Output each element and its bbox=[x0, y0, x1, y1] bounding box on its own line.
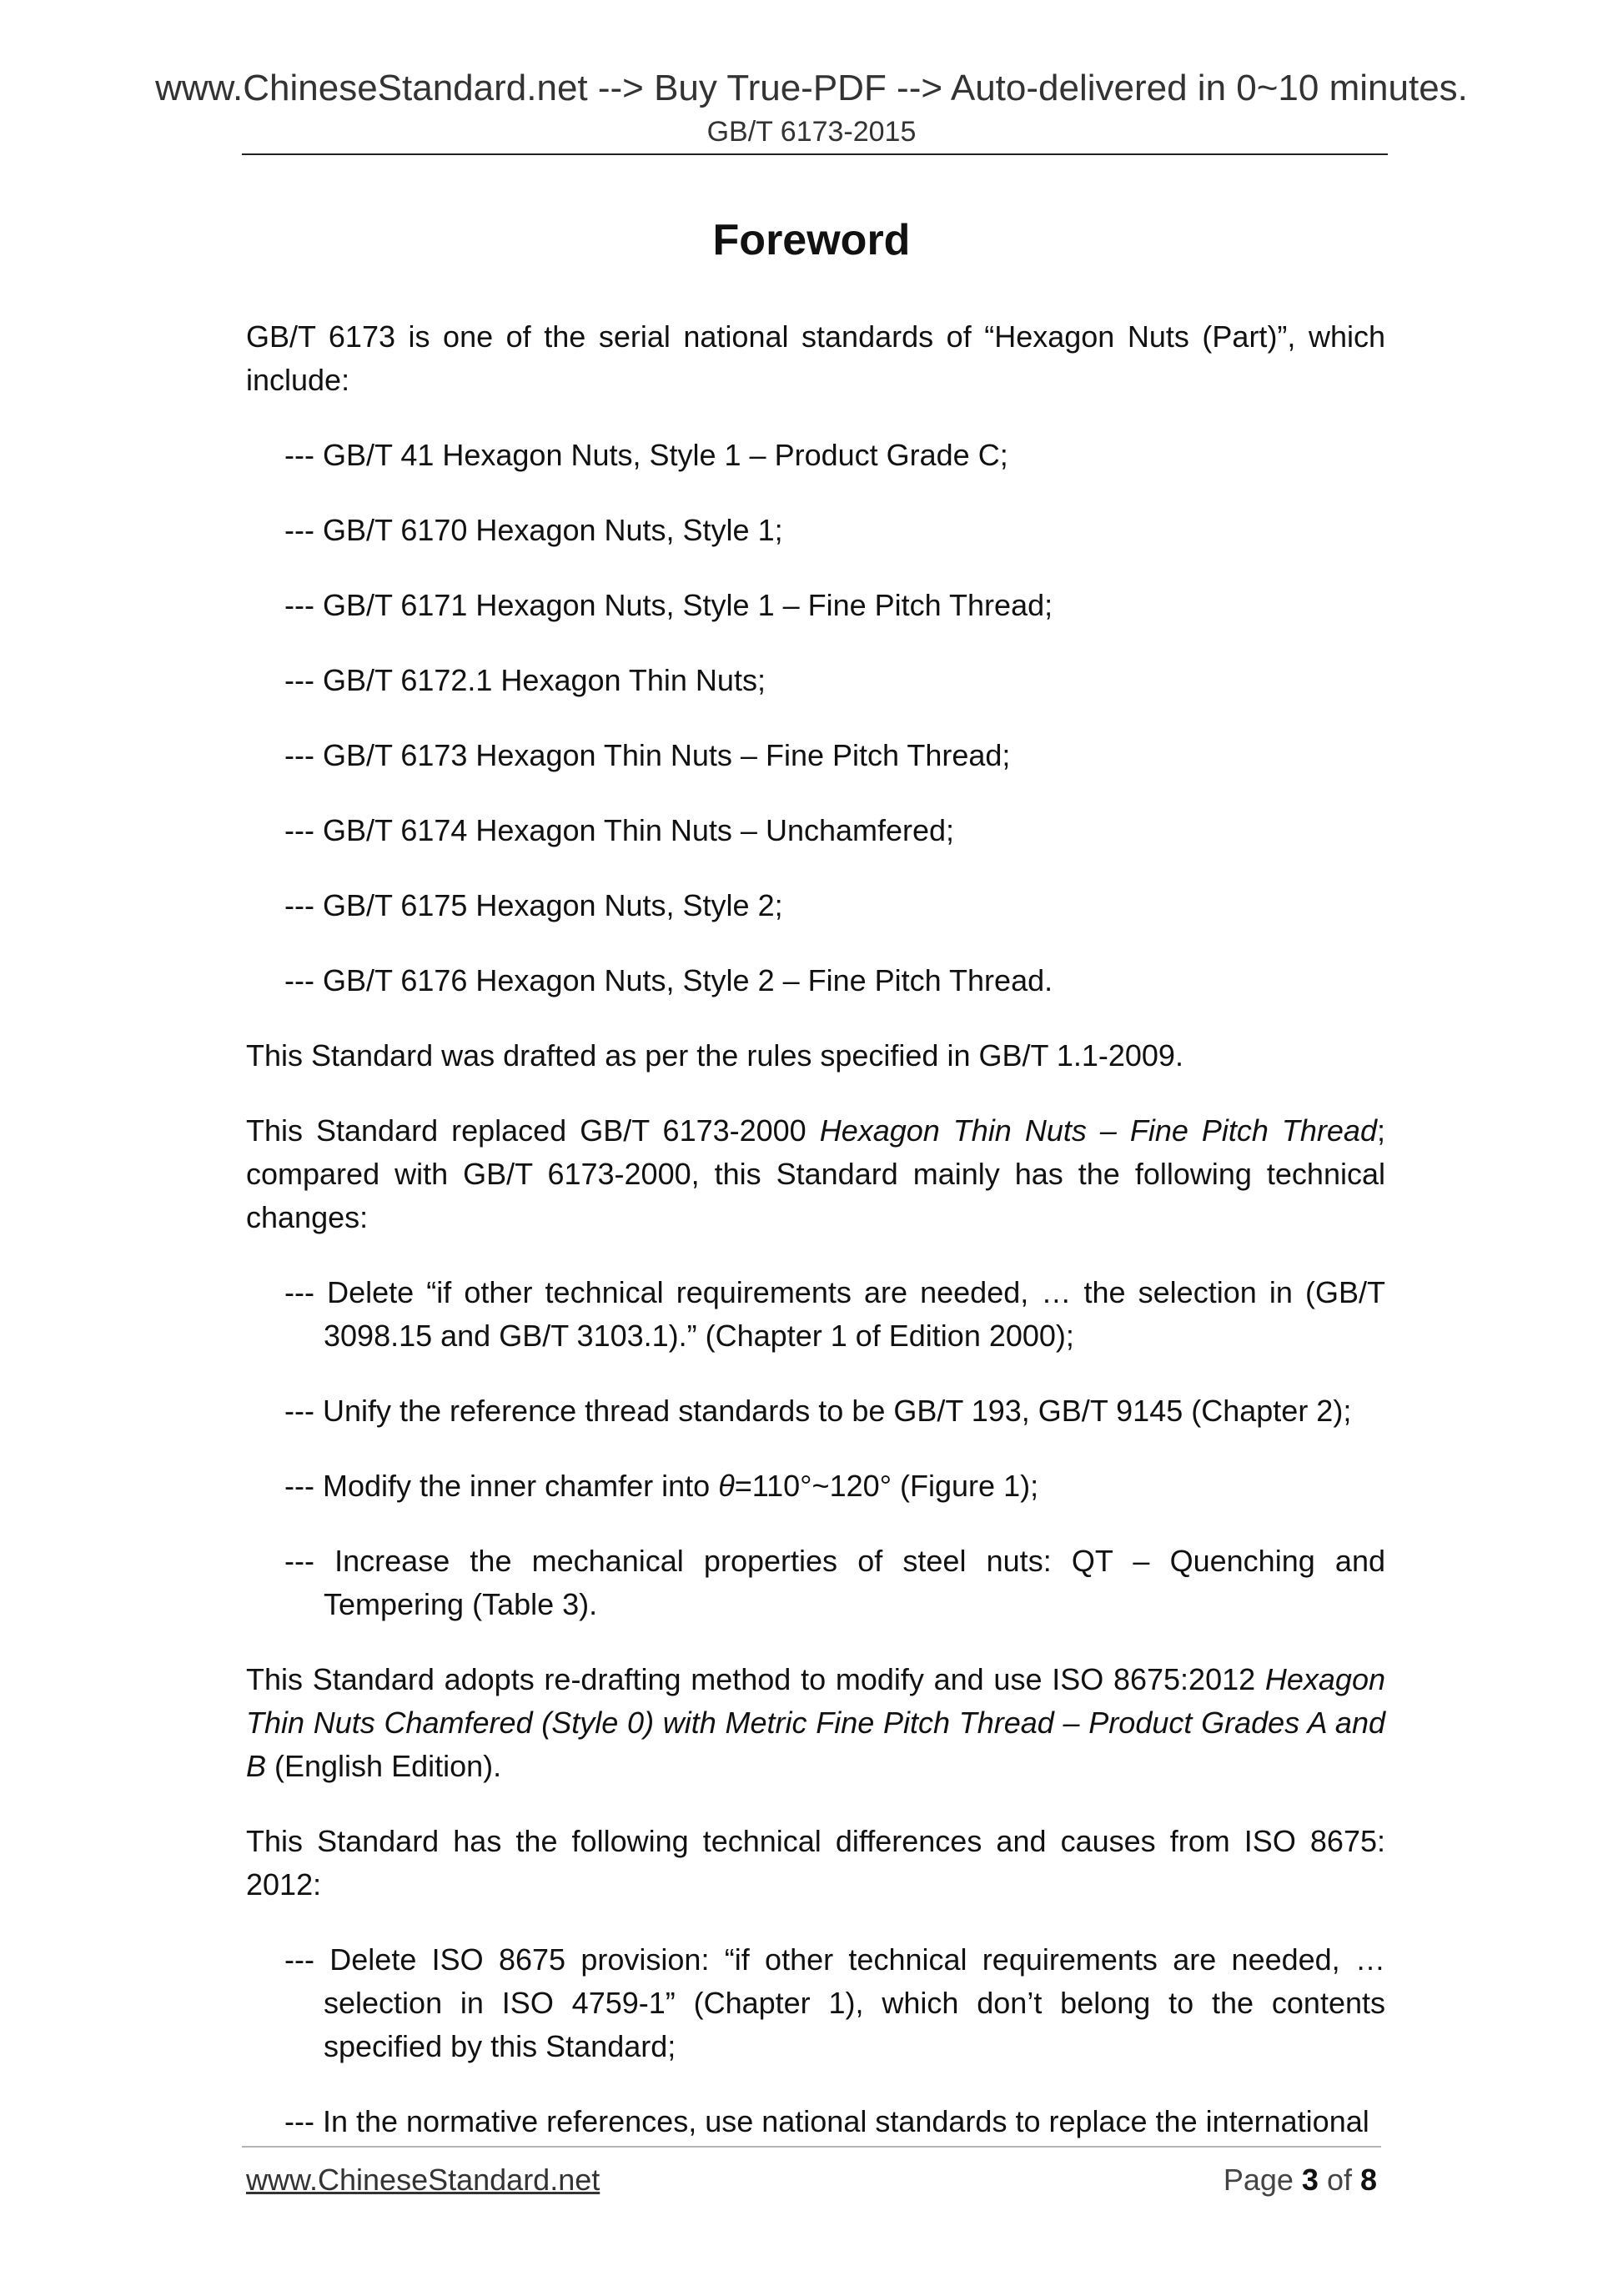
iso-standard-title: Hexagon Thin Nuts Chamfered (Style 0) with Metric Fine Pitch Thread – Product Grades A and B bbox=[246, 1662, 1385, 1783]
replaced-standard-title: Hexagon Thin Nuts – Fine Pitch Thread bbox=[819, 1113, 1377, 1148]
chamfer-text-after: =110°~120° (Figure 1); bbox=[734, 1469, 1039, 1503]
differences-intro-paragraph: This Standard has the following technical differences and causes from ISO 8675: 2012: bbox=[246, 1824, 1385, 1902]
document-code: GB/T 6173-2015 bbox=[706, 116, 917, 148]
list-item: --- GB/T 6171 Hexagon Nuts, Style 1 – Fine Pitch Thread; bbox=[284, 588, 1053, 622]
adoption-text-after: (English Edition). bbox=[266, 1749, 502, 1783]
current-page-number: 3 bbox=[1301, 2163, 1319, 2197]
header-banner: www.ChineseStandard.net --> Buy True-PDF --> Auto-delivered in 0~10 minutes. bbox=[155, 68, 1468, 108]
list-item: --- Unify the reference thread standards to be GB/T 193, GB/T 9145 (Chapter 2); bbox=[284, 1394, 1352, 1428]
footer-site-link[interactable]: www.ChineseStandard.net bbox=[246, 2163, 600, 2197]
page-prefix: Page bbox=[1223, 2163, 1302, 2197]
list-item: --- GB/T 6170 Hexagon Nuts, Style 1; bbox=[284, 513, 783, 547]
list-item: --- GB/T 41 Hexagon Nuts, Style 1 – Product Grade C; bbox=[284, 438, 1008, 472]
list-item: --- GB/T 6174 Hexagon Thin Nuts – Unchamfered; bbox=[284, 813, 955, 847]
page-of-text: of bbox=[1318, 2163, 1360, 2197]
adoption-paragraph bbox=[246, 1658, 1385, 1788]
replacement-text-after: ; compared with GB/T 6173-2000, this Standard mainly has the following technical changes: bbox=[246, 1113, 1385, 1234]
theta-symbol: θ bbox=[718, 1469, 735, 1503]
adoption-text-before: This Standard adopts re-drafting method to modify and use ISO 8675:2012 bbox=[246, 1662, 1265, 1696]
list-item: --- Increase the mechanical properties of steel nuts: QT – Quenching and Tempering (Table 3). bbox=[284, 1544, 1385, 1621]
list-item: --- GB/T 6172.1 Hexagon Thin Nuts; bbox=[284, 663, 766, 697]
replacement-text-before: This Standard replaced GB/T 6173-2000 bbox=[246, 1113, 820, 1148]
list-item bbox=[246, 1465, 1385, 1508]
list-item: --- GB/T 6175 Hexagon Nuts, Style 2; bbox=[284, 888, 783, 922]
list-item: --- Delete ISO 8675 provision: “if other technical requirements are needed, … selection in ISO 4759-1” (Chapter 1), which don’t belong to the contents specified by this Standard; bbox=[284, 1942, 1385, 2063]
list-item: --- GB/T 6173 Hexagon Thin Nuts – Fine Pitch Thread; bbox=[284, 738, 1011, 772]
replacement-paragraph bbox=[246, 1109, 1385, 1239]
document-body bbox=[246, 315, 1385, 2143]
list-item: --- GB/T 6176 Hexagon Nuts, Style 2 – Fine Pitch Thread. bbox=[284, 963, 1053, 997]
chamfer-text-before: --- Modify the inner chamfer into bbox=[284, 1469, 719, 1503]
page-indicator bbox=[1224, 2160, 1377, 2200]
drafting-rule-paragraph: This Standard was drafted as per the rules specified in GB/T 1.1-2009. bbox=[246, 1038, 1183, 1073]
list-item: --- Delete “if other technical requirements are needed, … the selection in (GB/T 3098.15 and GB/T 3103.1).” (Chapter 1 of Edition 2000); bbox=[284, 1275, 1385, 1353]
total-page-number: 8 bbox=[1359, 2163, 1377, 2197]
header-divider bbox=[242, 153, 1388, 155]
intro-paragraph: GB/T 6173 is one of the serial national standards of “Hexagon Nuts (Part)”, which include: bbox=[246, 319, 1385, 397]
page-title: Foreword bbox=[712, 216, 911, 264]
list-item: --- In the normative references, use national standards to replace the international bbox=[284, 2104, 1369, 2138]
footer-divider bbox=[242, 2146, 1381, 2148]
